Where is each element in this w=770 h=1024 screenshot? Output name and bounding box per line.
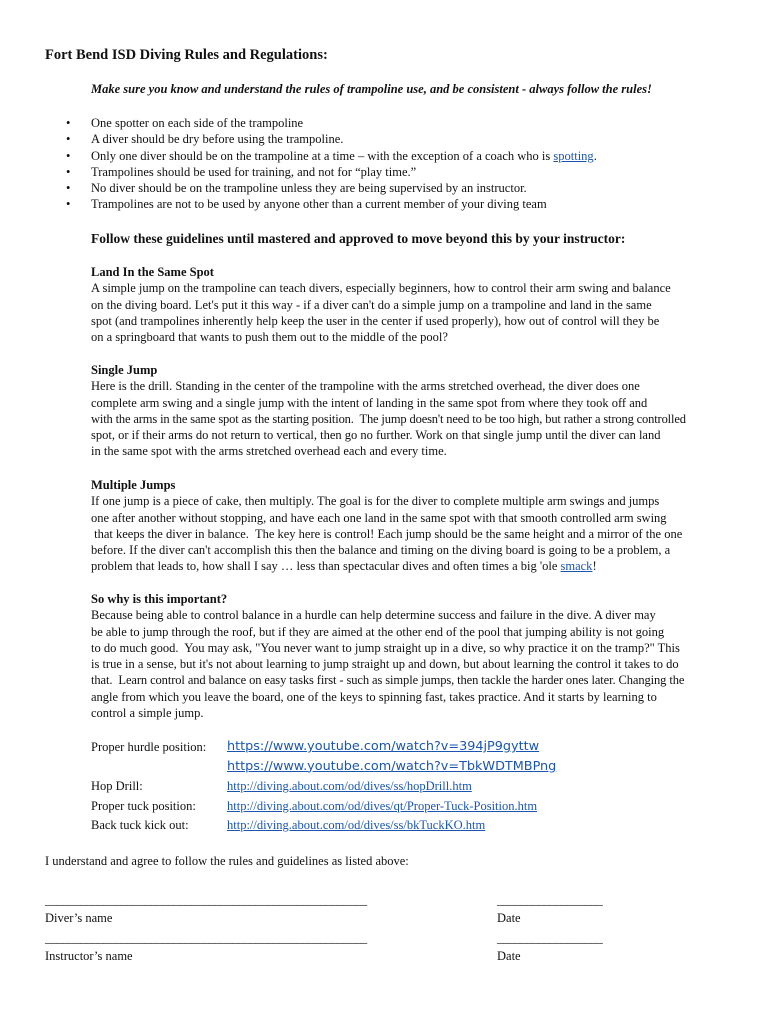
bullet-icon: • <box>66 116 71 130</box>
section-single-jump <box>91 362 686 460</box>
rules-list <box>66 115 597 213</box>
paragraph-line: spot (and trampolines inherently help keep the user in the center if used properly), how out of control will they be <box>91 313 660 328</box>
smack-link[interactable]: smack <box>560 559 593 574</box>
spotting-link[interactable]: spotting <box>553 148 594 163</box>
instructor-date-line[interactable]: __________________ <box>497 931 603 945</box>
diver-date-line[interactable]: __________________ <box>497 893 603 907</box>
date-label: Date <box>497 949 521 963</box>
guidelines-heading: Follow these guidelines until mastered and approved to move beyond this by your instructor: <box>91 231 626 246</box>
section-why-important <box>91 591 684 721</box>
hop-drill-link[interactable]: http://diving.about.com/od/dives/ss/hopDrill.htm <box>227 779 472 793</box>
agreement-statement: I understand and agree to follow the rules and guidelines as listed above: <box>45 854 409 868</box>
paragraph-line: problem that leads to, how shall I say … less than spectacular dives and often times a big 'ole smack! <box>91 559 597 574</box>
paragraph-line: in the same spot with the arms stretched overhead each and every time. <box>91 444 447 459</box>
paragraph-line: that. Learn control and balance on easy tasks first - such as simple jumps, then tackle the harder ones later. Changing the <box>91 673 685 688</box>
instructors-name-label: Instructor’s name <box>45 949 133 963</box>
section-multiple-jumps <box>91 477 682 575</box>
paragraph-line: that keeps the diver in balance. The key here is control! Each jump should be the same height and a mirror of the one <box>91 526 683 541</box>
paragraph-line: one after another without stopping, and have each one land in the same spot with that smooth controlled arm swing <box>91 510 667 525</box>
diver-signature-line[interactable]: _______________________________________________________ <box>45 893 367 907</box>
list-item: • No diver should be on the trampoline unless they are being supervised by an instructor. <box>66 181 527 196</box>
paragraph-line: is true in a sense, but it's not about learning to jump straight up and down, but about learning the control it takes to do <box>91 657 679 672</box>
section-heading: Land In the Same Spot <box>91 265 214 279</box>
tuck-position-link[interactable]: http://diving.about.com/od/dives/qt/Proper-Tuck-Position.htm <box>227 798 538 813</box>
paragraph-line: If one jump is a piece of cake, then multiply. The goal is for the diver to complete multiple arm swings and jumps <box>91 494 660 509</box>
paragraph-line: complete arm swing and a single jump with the intent of landing in the same spot from where they took off and <box>91 395 648 410</box>
instructor-signature-line[interactable]: _______________________________________________________ <box>45 931 367 945</box>
bullet-icon: • <box>66 197 71 212</box>
intro-statement: Make sure you know and understand the rules of trampoline use, and be consistent - always follow the rules! <box>91 82 652 96</box>
divers-name-label: Diver’s name <box>45 911 113 925</box>
link-label: Proper tuck position: <box>91 798 196 813</box>
hurdle-link-1[interactable]: https://www.youtube.com/watch?v=394jP9gyttw <box>227 739 540 754</box>
list-item: • One spotter on each side of the trampoline <box>66 116 304 130</box>
paragraph-line: angle from which you leave the board, one of the keys to spinning fast, takes practice. And it starts by learning to <box>91 689 657 704</box>
paragraph-line: before. If the diver can't accomplish this then the balance and timing on the diving board is going to be a problem, a <box>91 543 671 558</box>
section-heading: So why is this important? <box>91 592 228 606</box>
bullet-icon: • <box>66 148 71 163</box>
paragraph-line: Because being able to control balance in a hurdle can help determine success and failure in the dive. A diver may <box>91 608 656 623</box>
date-label: Date <box>497 911 521 925</box>
paragraph-line: Here is the drill. Standing in the center of the trampoline with the arms stretched overhead, the diver does one <box>91 379 640 394</box>
paragraph-line: on the diving board. Let's put it this way - if a diver can't do a simple jump on a trampoline and land in the same <box>91 297 652 312</box>
list-item: • Only one diver should be on the trampoline at a time – with the exception of a coach who is spotting. <box>66 148 597 163</box>
list-item: • Trampolines should be used for training, and not for “play time.” <box>66 164 417 179</box>
paragraph-line: be able to jump through the roof, but if they are aimed at the other end of the pool that jumping ability is not going <box>91 624 665 639</box>
bullet-icon: • <box>66 181 71 196</box>
link-label: Back tuck kick out: <box>91 818 189 832</box>
paragraph-line: A simple jump on the trampoline can teach divers, especially beginners, how to control their arm swing and balance <box>91 281 671 296</box>
list-item: • A diver should be dry before using the trampoline. <box>66 132 344 147</box>
paragraph-line: to do much good. You may ask, "You never want to jump straight up in a dive, so why practice it on the tramp?" This <box>91 640 680 655</box>
link-label: Hop Drill: <box>91 779 143 793</box>
bullet-icon: • <box>66 164 71 179</box>
section-land-same-spot <box>91 264 671 345</box>
bullet-icon: • <box>66 132 71 147</box>
section-heading: Single Jump <box>91 363 158 377</box>
page-title: Fort Bend ISD Diving Rules and Regulations: <box>45 47 328 63</box>
back-tuck-link[interactable]: http://diving.about.com/od/dives/ss/bkTuckKO.htm <box>227 818 486 832</box>
list-item: • Trampolines are not to be used by anyone other than a current member of your diving team <box>66 197 547 212</box>
paragraph-line: control a simple jump. <box>91 706 204 721</box>
paragraph-line: spot, or if their arms do not return to vertical, then go no further. Work on that single jump until the diver can land <box>91 428 661 443</box>
paragraph-line: on a springboard that wants to push them out to the middle of the pool? <box>91 330 448 345</box>
paragraph-line: with the arms in the same spot as the starting position. The jump doesn't need to be too high, but rather a strong controlled <box>91 411 686 426</box>
hurdle-link-2[interactable]: https://www.youtube.com/watch?v=TbkWDTMBPng <box>227 758 557 774</box>
section-heading: Multiple Jumps <box>91 478 176 492</box>
link-label: Proper hurdle position: <box>91 740 207 754</box>
